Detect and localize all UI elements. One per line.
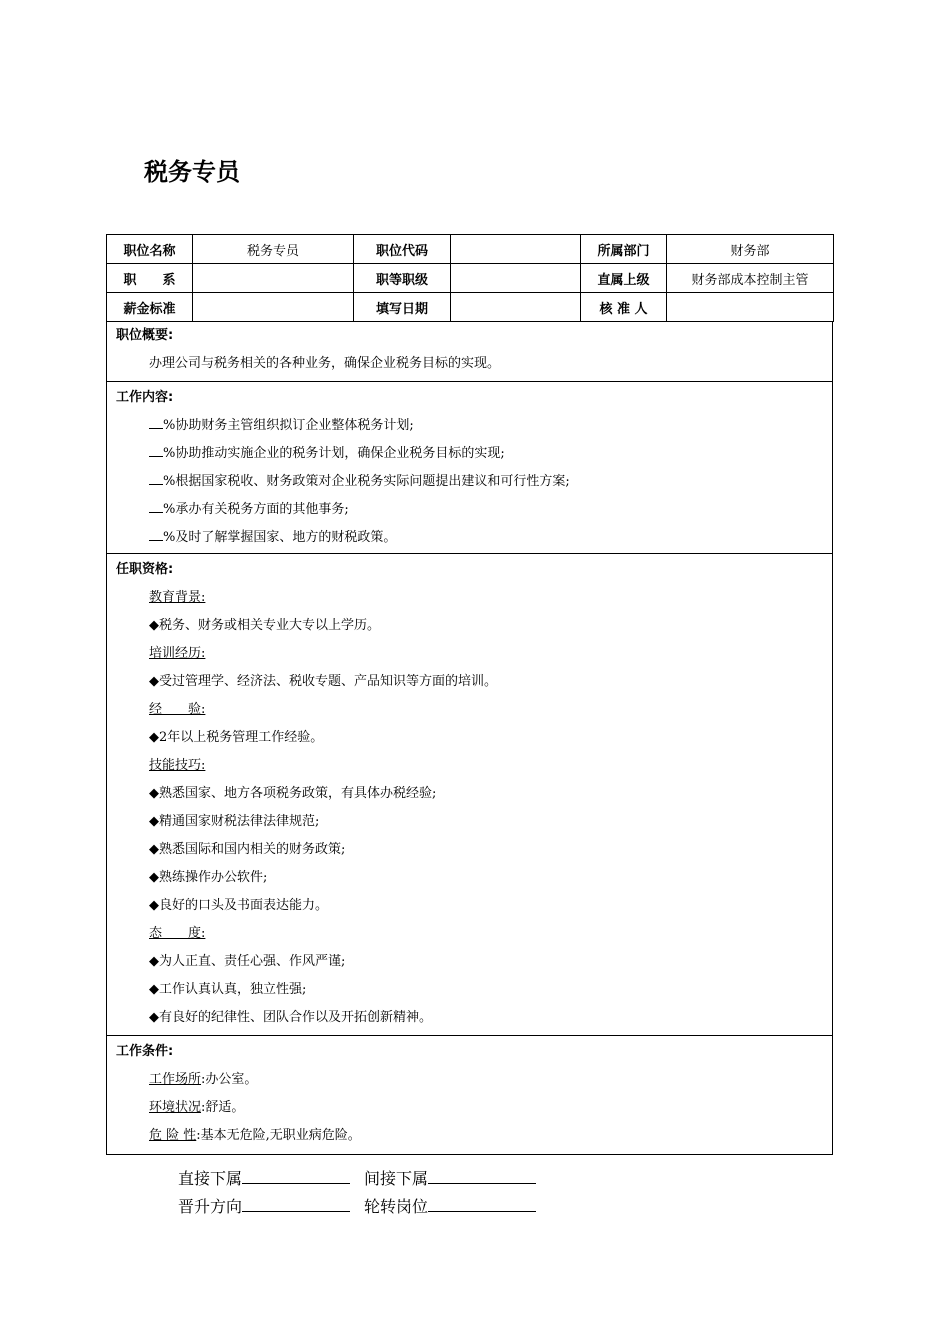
promotion-label: 晋升方向 [178, 1197, 243, 1216]
duty-item: %协助财务主管组织拟订企业整体税务计划; [107, 412, 832, 440]
percent-blank[interactable] [149, 444, 163, 457]
qualification-item: ◆受过管理学、经济法、税收专题、产品知识等方面的培训。 [149, 674, 497, 689]
training-heading: 培训经历: [149, 646, 206, 661]
value-approver[interactable] [667, 293, 834, 322]
qualification-item: ◆工作认真认真，独立性强; [149, 982, 307, 997]
duty-item: %承办有关税务方面的其他事务; [107, 496, 832, 524]
attitude-heading: 态 度: [149, 926, 206, 941]
page-title: 税务专员 [144, 158, 240, 186]
qualification-item: ◆熟练操作办公软件; [149, 870, 268, 885]
percent-blank[interactable] [149, 528, 163, 541]
label-job-family: 职 系 [107, 264, 193, 293]
education-heading: 教育背景: [149, 590, 206, 605]
info-table [106, 234, 834, 322]
label-salary-standard: 薪金标准 [107, 293, 193, 322]
qualification-item: ◆2年以上税务管理工作经验。 [149, 730, 324, 745]
job-description-form [106, 234, 833, 1155]
experience-heading: 经 验: [149, 702, 206, 717]
info-row [107, 264, 834, 293]
indirect-subordinate-label: 间接下属 [364, 1169, 429, 1188]
percent-blank[interactable] [149, 472, 163, 485]
label-position-name: 职位名称 [107, 235, 193, 264]
rotation-field[interactable] [428, 1195, 536, 1212]
percent-blank[interactable] [149, 416, 163, 429]
value-job-family[interactable] [193, 264, 354, 293]
direct-subordinate-field[interactable] [242, 1167, 350, 1184]
label-position-code: 职位代码 [354, 235, 451, 264]
footer-row-career [178, 1194, 550, 1217]
indirect-subordinate-field[interactable] [428, 1167, 536, 1184]
value-direct-supervisor[interactable]: 财务部成本控制主管 [667, 264, 834, 293]
summary-section [106, 322, 833, 382]
duty-item: %根据国家税收、财务政策对企业税务实际问题提出建议和可行性方案; [107, 468, 832, 496]
qualifications-title: 任职资格: [116, 562, 174, 577]
qualification-item: ◆精通国家财税法律法律规范; [149, 814, 320, 829]
condition-row: 工作场所:办公室。 [149, 1072, 258, 1087]
promotion-field[interactable] [242, 1195, 350, 1212]
qualification-item: ◆熟悉国家、地方各项税务政策，有具体办税经验; [149, 786, 437, 801]
value-position-name[interactable]: 税务专员 [193, 235, 354, 264]
qualifications-section [106, 554, 833, 1036]
footer-row-subordinates [178, 1166, 550, 1189]
duties-title: 工作内容: [116, 390, 174, 405]
skills-heading: 技能技巧: [149, 758, 206, 773]
rotation-label: 轮转岗位 [364, 1197, 429, 1216]
value-department[interactable]: 财务部 [667, 235, 834, 264]
qualification-item: ◆良好的口头及书面表达能力。 [149, 898, 328, 913]
summary-text: 办理公司与税务相关的各种业务，确保企业税务目标的实现。 [149, 356, 501, 371]
value-grade-level[interactable] [451, 264, 581, 293]
value-fill-date[interactable] [451, 293, 581, 322]
direct-subordinate-label: 直接下属 [178, 1169, 243, 1188]
label-grade-level: 职等职级 [354, 264, 451, 293]
qualification-item: ◆税务、财务或相关专业大专以上学历。 [149, 618, 380, 633]
duty-item: %及时了解掌握国家、地方的财税政策。 [107, 524, 832, 552]
value-salary-standard[interactable] [193, 293, 354, 322]
percent-blank[interactable] [149, 500, 163, 513]
qualification-item: ◆有良好的纪律性、团队合作以及开拓创新精神。 [149, 1010, 432, 1025]
duties-section [106, 382, 833, 554]
summary-title: 职位概要: [116, 328, 174, 343]
duty-item: %协助推动实施企业的税务计划，确保企业税务目标的实现; [107, 440, 832, 468]
conditions-section [106, 1036, 833, 1155]
qualification-item: ◆为人正直、责任心强、作风严谨; [149, 954, 346, 969]
label-approver: 核 准 人 [581, 293, 667, 322]
label-fill-date: 填写日期 [354, 293, 451, 322]
condition-row: 危 险 性:基本无危险,无职业病危险。 [149, 1128, 361, 1143]
label-direct-supervisor: 直属上级 [581, 264, 667, 293]
info-row [107, 293, 834, 322]
conditions-title: 工作条件: [116, 1044, 174, 1059]
info-row [107, 235, 834, 264]
qualification-item: ◆熟悉国际和国内相关的财务政策; [149, 842, 346, 857]
value-position-code[interactable] [451, 235, 581, 264]
label-department: 所属部门 [581, 235, 667, 264]
condition-row: 环境状况:舒适。 [149, 1100, 245, 1115]
